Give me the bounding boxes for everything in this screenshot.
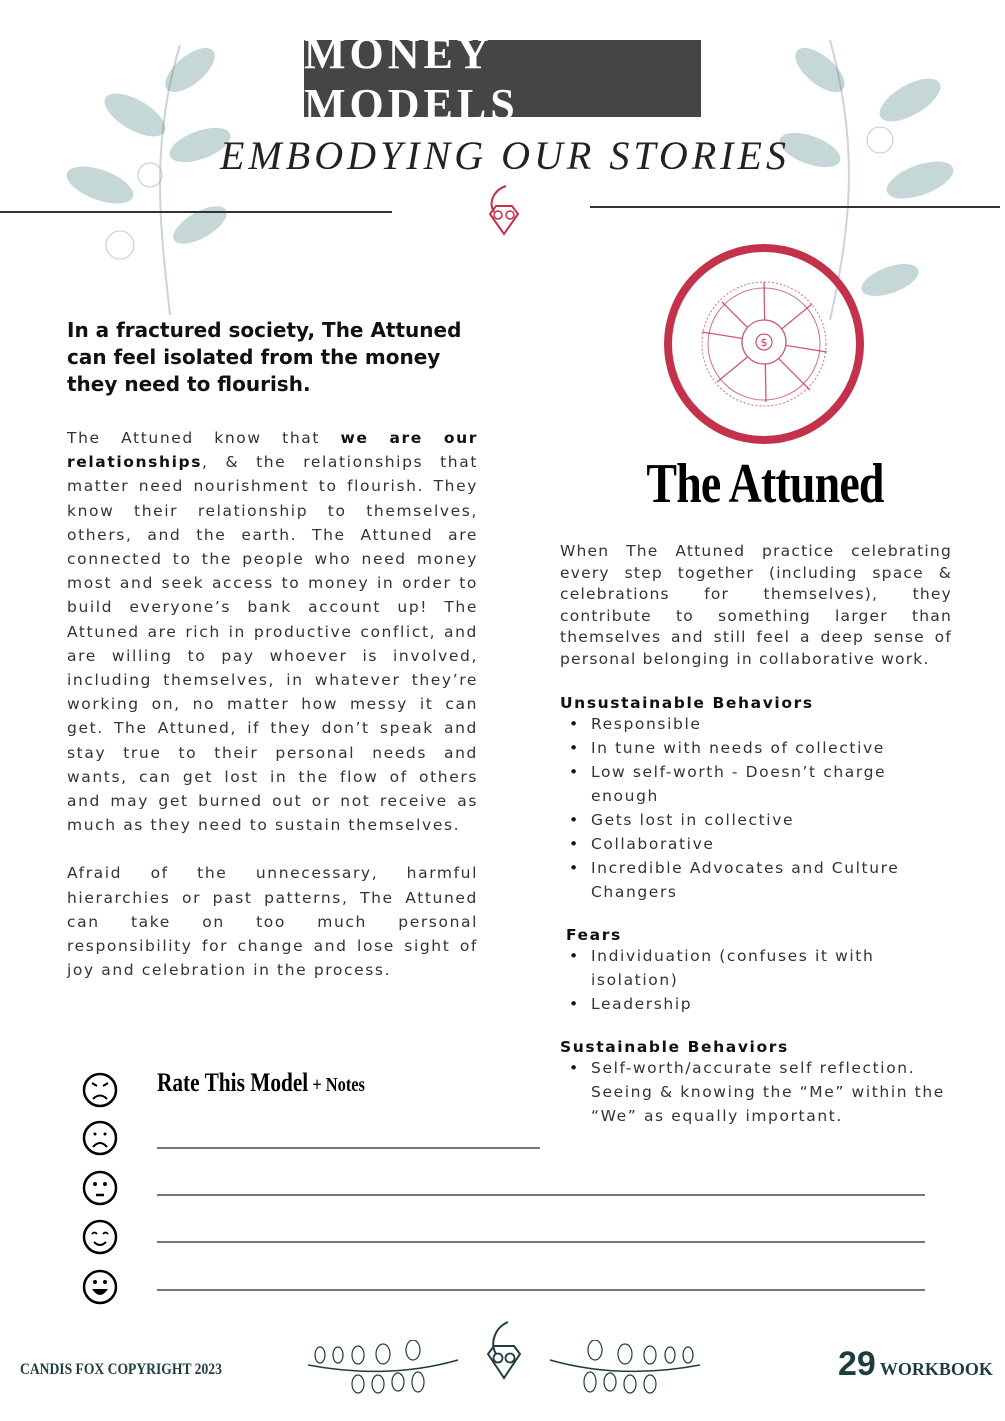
sustainable-list — [560, 1056, 960, 1128]
notes-line-2[interactable] — [157, 1194, 925, 1196]
neutral-face-icon[interactable] — [82, 1170, 118, 1206]
page-number: 29 — [838, 1345, 876, 1383]
fox-logo-icon — [482, 182, 526, 238]
text: , & the relationships that matter need nourishment to flourish. They know their relationship to themselves, others, and the earth. The Attuned are connected to the people who need money most and seek access to money in order to build everyone’s bank account up! The Attuned are rich in productive conflict, and are willing to pay whoever is involved, including themselves, in whatever they’re working on, no matter how messy it can get. The Attuned, if they don’t speak and stay true to their personal needs and wants, can get lost in the flow of others and may get burned out or not receive as much as they need to sustain themselves. — [67, 453, 478, 835]
sustainable-heading: Sustainable Behaviors — [560, 1038, 789, 1056]
list-item: • Individuation (confuses it with isolation) — [560, 944, 900, 992]
behaviors-section — [560, 694, 970, 1128]
rating-heading-text: Rate This Model — [157, 1068, 309, 1097]
fears-heading: Fears — [566, 926, 622, 944]
sad-face-icon[interactable] — [82, 1120, 118, 1156]
body-text — [67, 426, 478, 1006]
list-item: • Collaborative — [560, 832, 930, 856]
notes-line-1[interactable] — [157, 1147, 540, 1149]
divider-left — [0, 211, 392, 213]
list-item: • Self-worth/accurate self reflection. Seeing & knowing the “Me” within the “We” as equally important. — [560, 1056, 960, 1128]
body-paragraph-2: Afraid of the unnecessary, harmful hierarchies or past patterns, The Attuned can take on too much personal responsibility for change and lose sight of joy and celebration in the process. — [67, 864, 478, 980]
angry-face-icon[interactable] — [82, 1072, 118, 1108]
laurel-left-icon — [308, 1340, 460, 1398]
body-paragraph-1 — [67, 426, 478, 837]
fears-list — [560, 944, 900, 1016]
fox-footer-icon — [482, 1320, 526, 1382]
rating-heading — [157, 1068, 365, 1098]
workbook-label: WORKBOOK — [879, 1359, 993, 1379]
happy-face-icon[interactable] — [82, 1269, 118, 1305]
list-item: • Leadership — [560, 992, 900, 1016]
unsustainable-list — [560, 712, 930, 904]
model-intro: When The Attuned practice celebrating every step together (including space & celebrations for themselves), they contribute to something larger than themselves and still feel a deep sense of personal belonging in collaborative work. — [560, 542, 952, 668]
text: The Attuned know that — [67, 429, 341, 447]
svg-text:$: $ — [760, 336, 768, 349]
unsustainable-heading: Unsustainable Behaviors — [560, 694, 814, 712]
laurel-right-icon — [548, 1340, 700, 1398]
bold-text: we are our relationships — [67, 429, 478, 472]
list-item: • In tune with needs of collective — [560, 736, 930, 760]
list-item: • Gets lost in collective — [560, 808, 930, 832]
divider-right — [590, 206, 1000, 208]
attuned-emblem-icon — [662, 242, 866, 446]
content-face-icon[interactable] — [82, 1219, 118, 1255]
list-item: • Incredible Advocates and Culture Changers — [560, 856, 930, 904]
lead-statement: In a fractured society, The Attuned can feel isolated from the money they need to flourish. — [67, 318, 462, 396]
notes-line-3[interactable] — [157, 1241, 925, 1243]
notes-line-4[interactable] — [157, 1289, 925, 1291]
page-subtitle: EMBODYING OUR STORIES — [220, 133, 790, 178]
list-item: • Responsible — [560, 712, 930, 736]
page-number-block — [838, 1345, 993, 1384]
page-title: MONEY MODELS — [304, 40, 701, 117]
rating-heading-suffix: + Notes — [308, 1074, 365, 1096]
model-title: The Attuned — [646, 453, 884, 515]
list-item: • Low self-worth - Doesn’t charge enough — [560, 760, 930, 808]
copyright: CANDIS FOX COPYRIGHT 2023 — [20, 1361, 222, 1378]
